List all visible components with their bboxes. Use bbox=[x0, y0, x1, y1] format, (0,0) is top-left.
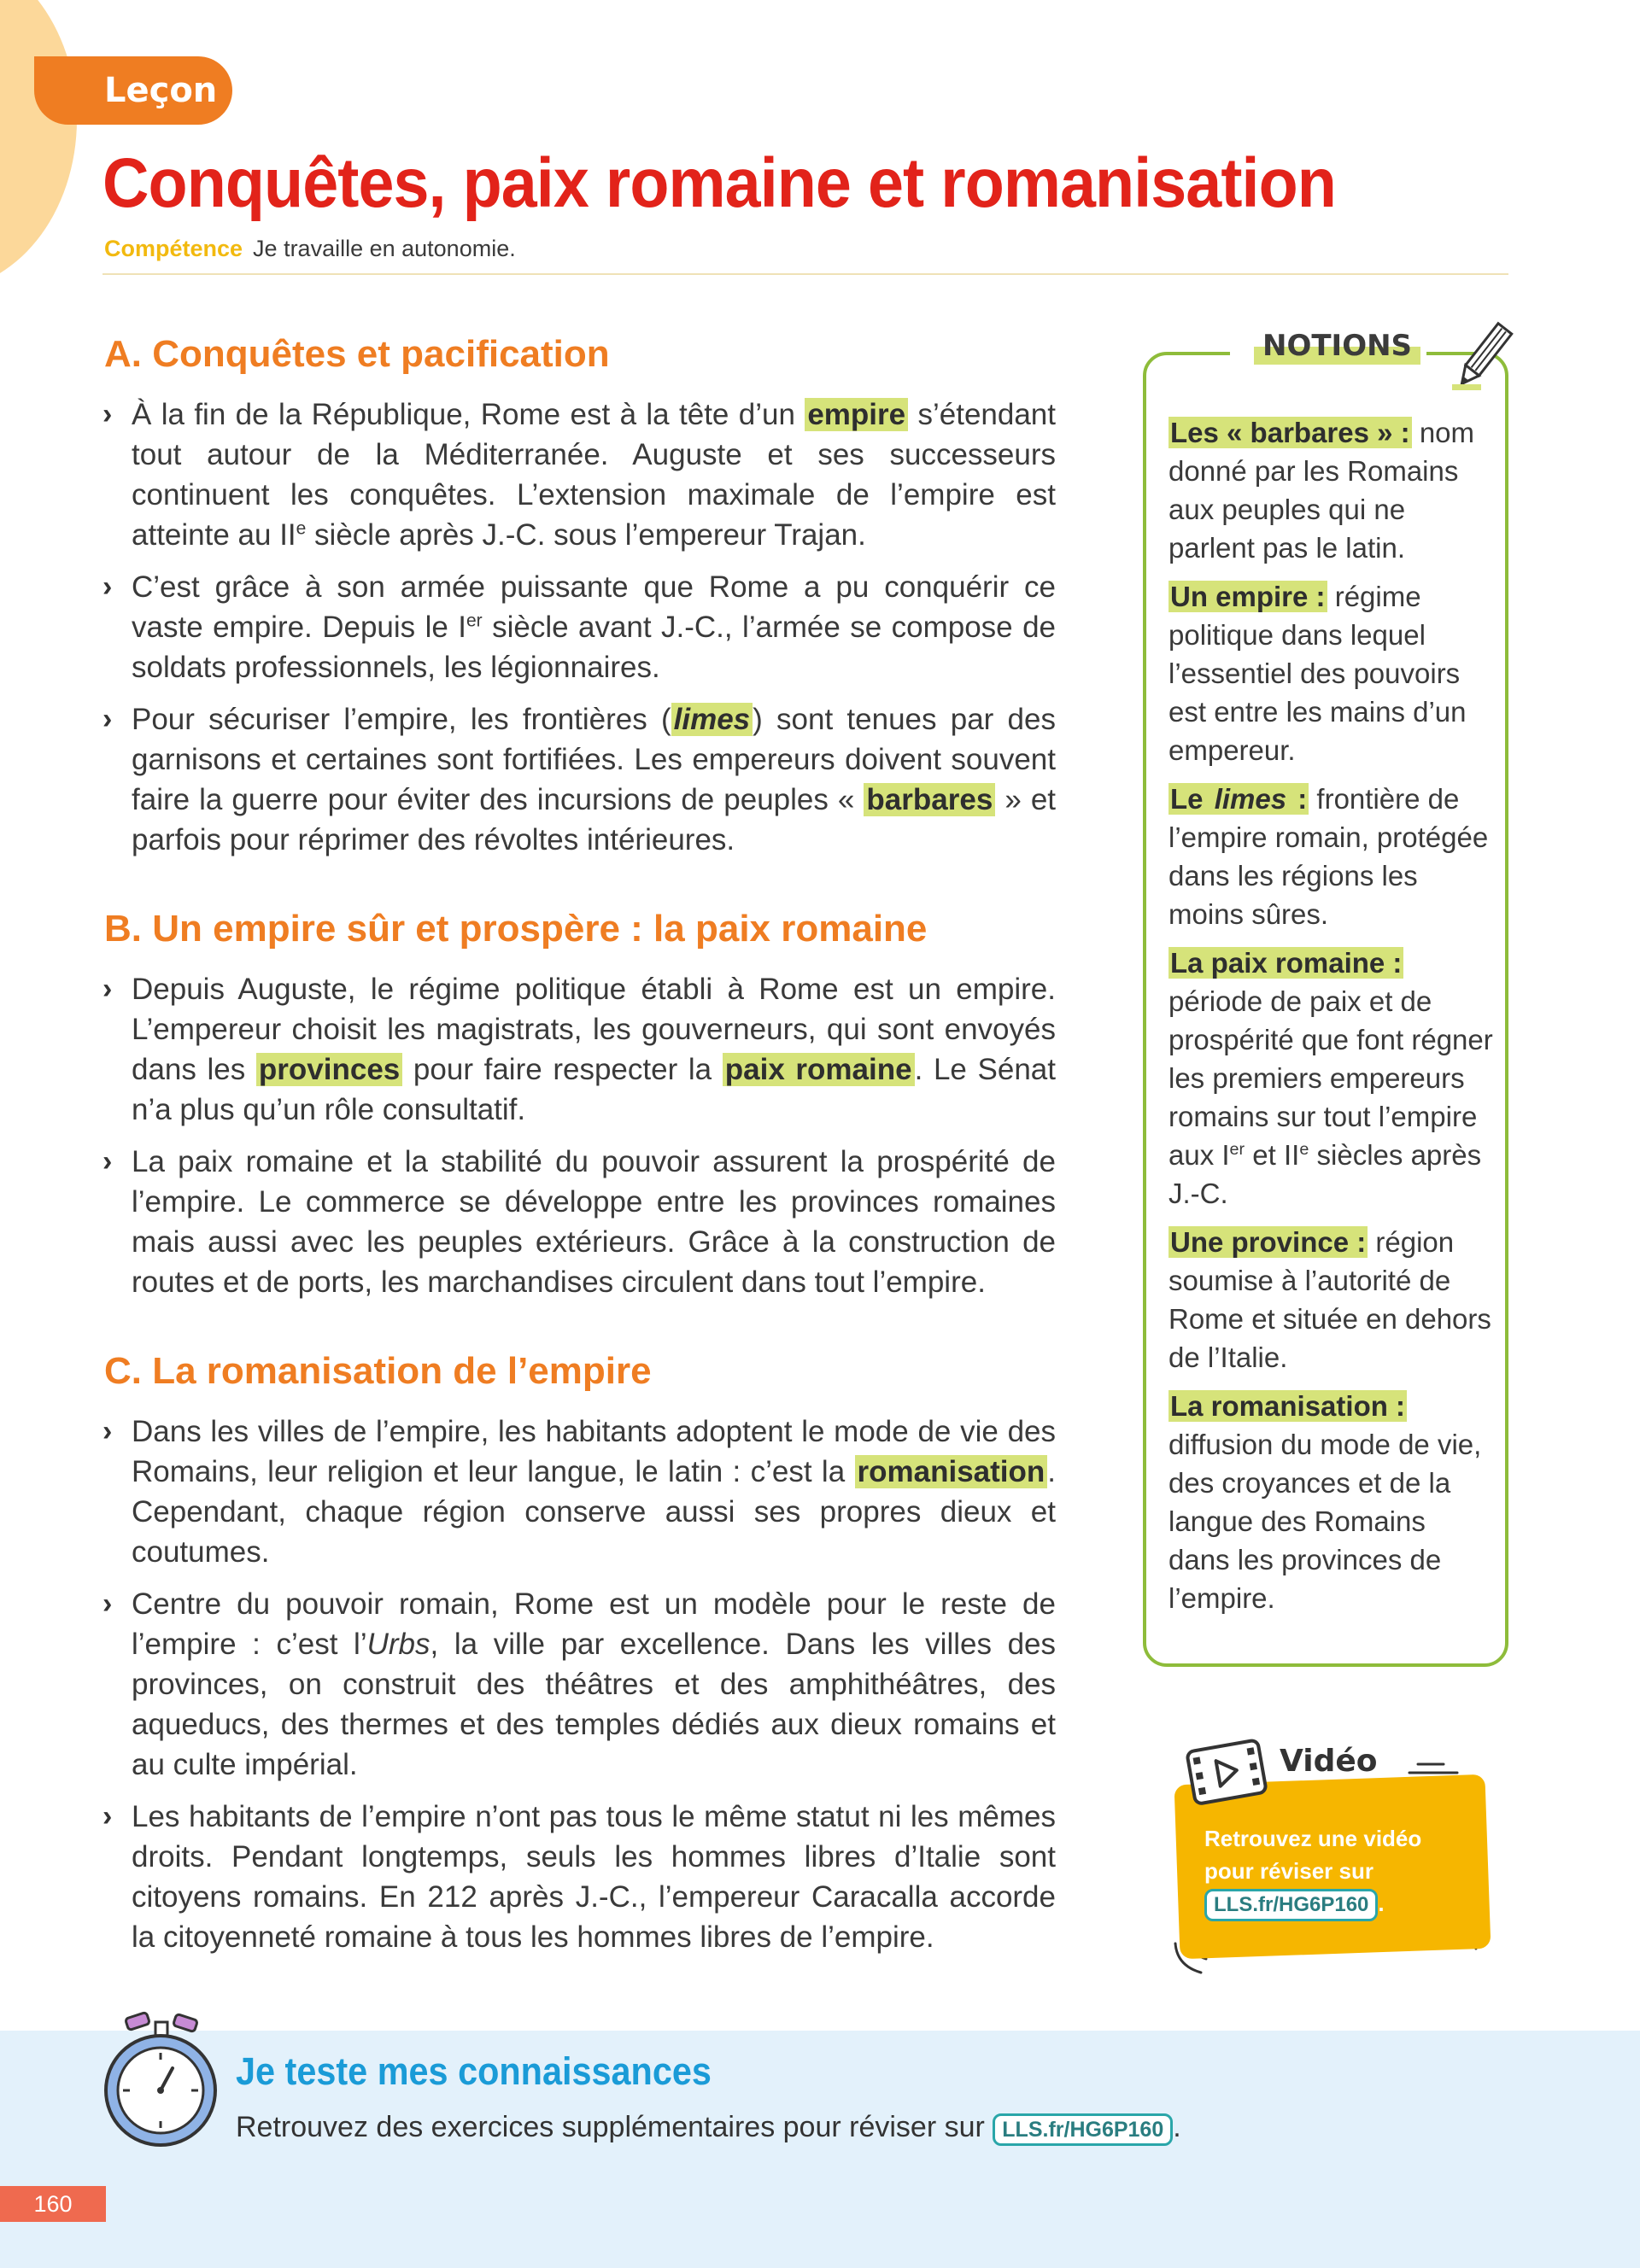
highlighted-term: empire bbox=[805, 398, 908, 431]
text-run: e bbox=[1299, 1140, 1309, 1159]
notions-title: NOTIONS bbox=[1254, 327, 1420, 365]
highlighted-term: barbares bbox=[864, 783, 995, 816]
text-run: er bbox=[1229, 1140, 1245, 1159]
section-paragraph bbox=[102, 969, 1056, 1130]
text-run: Les habitants de l’empire n’ont pas tous le même statut ni les mêmes droits. Pendant longtemps, seuls les hommes libres d’Italie sont citoyens romains. En 212 après J.-C., l’empereur Caracalla accorde la citoyenneté romaine à tous les hommes libres de l’empire. bbox=[132, 1800, 1056, 1954]
competence-label: Compétence bbox=[104, 236, 243, 261]
test-link[interactable]: LLS.fr/HG6P160 bbox=[993, 2113, 1173, 2146]
text-run: Urbs bbox=[366, 1628, 430, 1661]
video-link[interactable]: LLS.fr/HG6P160 bbox=[1204, 1889, 1378, 1921]
pencil-icon bbox=[1452, 314, 1514, 400]
notion-term: La romanisation : bbox=[1170, 1390, 1406, 1422]
text-run: er bbox=[466, 611, 483, 631]
notion-term: limes bbox=[1214, 783, 1287, 815]
chevron-right-icon: › bbox=[102, 703, 113, 735]
video-label: Vidéo bbox=[1280, 1744, 1378, 1779]
section-gap bbox=[102, 1314, 1056, 1350]
text-run: période de paix et de prospérité que font régner les premiers empereurs romains sur tout l’empire aux I bbox=[1168, 985, 1493, 1171]
test-description: Retrouvez des exercices supplémentaires pour réviser sur bbox=[236, 2111, 985, 2143]
chevron-right-icon: › bbox=[102, 398, 113, 430]
section-paragraph bbox=[102, 567, 1056, 687]
section-gap bbox=[102, 872, 1056, 908]
page-title: Conquêtes, paix romaine et romanisation bbox=[102, 144, 1336, 222]
highlighted-term: limes bbox=[671, 703, 753, 736]
section-paragraph bbox=[102, 1797, 1056, 1957]
text-run: nom donné par les Romains aux peuples qui ne parlent pas le latin. bbox=[1168, 417, 1475, 564]
chevron-right-icon: › bbox=[102, 570, 113, 603]
notion-term: Une province : bbox=[1170, 1226, 1367, 1258]
chevron-right-icon: › bbox=[102, 973, 113, 1005]
notion-term: : bbox=[1290, 783, 1308, 815]
highlighted-term: provinces bbox=[256, 1053, 402, 1086]
text-run: La paix romaine et la stabilité du pouvoir assurent la prospérité de l’empire. Le commerce se développe entre les provinces romaines mais aussi avec les peuples extérieurs. Grâce à la construction de routes et de ports, les marchandises circulent dans tout l’empire. bbox=[132, 1145, 1056, 1299]
text-run: . Cependant, chaque région conserve aussi ses propres dieux et coutumes. bbox=[132, 1455, 1056, 1569]
text-run: siècles après J.-C. bbox=[1168, 1139, 1482, 1209]
main-content bbox=[102, 333, 1056, 1969]
competence-line bbox=[104, 236, 516, 262]
notion-term: Un empire : bbox=[1170, 581, 1326, 612]
notion-term: Le bbox=[1170, 783, 1211, 815]
text-run: ) sont tenues par des garnisons et certaines sont fortifiées. Les empereurs doivent souvent faire la guerre pour éviter des incursions de peuples « bbox=[132, 703, 1056, 816]
section-title: A. Conquêtes et pacification bbox=[104, 333, 610, 375]
text-run: frontière de l’empire romain, protégée dans les régions les moins sûres. bbox=[1168, 783, 1489, 930]
notion-term: La paix romaine : bbox=[1170, 947, 1403, 979]
chevron-right-icon: › bbox=[102, 1800, 113, 1833]
text-run: et II bbox=[1245, 1139, 1300, 1171]
lesson-tag: Leçon bbox=[34, 56, 232, 125]
chevron-right-icon: › bbox=[102, 1587, 113, 1620]
section-paragraph bbox=[102, 1142, 1056, 1302]
text-run: C’est grâce à son armée puissante que Rome a pu conquérir ce vaste empire. Depuis le I bbox=[132, 570, 1056, 644]
text-run: e bbox=[296, 518, 307, 539]
text-run: Pour sécuriser l’empire, les frontières ( bbox=[132, 703, 671, 736]
text-run: À la fin de la République, Rome est à la tête d’un bbox=[132, 398, 805, 431]
video-link-suffix: . bbox=[1378, 1891, 1385, 1916]
page-number: 160 bbox=[0, 2186, 106, 2222]
test-title: Je teste mes connaissances bbox=[236, 2049, 712, 2093]
video-text bbox=[1204, 1822, 1461, 1921]
text-run: diffusion du mode de vie, des croyances et de la langue des Romains dans les provinces de l’empire. bbox=[1168, 1429, 1482, 1614]
test-text bbox=[236, 2111, 1181, 2146]
text-run: Dans les villes de l’empire, les habitants adoptent le mode de vie des Romains, leur religion et leur langue, le latin : c’est la bbox=[132, 1415, 1056, 1488]
notions-list bbox=[1168, 413, 1493, 1628]
highlighted-term: paix romaine bbox=[723, 1053, 915, 1086]
text-run: , la ville par excellence. Dans les villes des provinces, on construit des théâtres et des amphithéâtres, des aqueducs, des thermes et des temples dédiés aux dieux romains et au culte impérial. bbox=[132, 1628, 1056, 1781]
notion-item bbox=[1168, 1223, 1493, 1377]
section-paragraph bbox=[102, 395, 1056, 555]
video-description: Retrouvez une vidéo pour réviser sur bbox=[1204, 1826, 1422, 1884]
section-title: C. La romanisation de l’empire bbox=[104, 1350, 652, 1392]
notion-term: Les « barbares » : bbox=[1170, 417, 1410, 448]
competence-text: Je travaille en autonomie. bbox=[253, 236, 516, 261]
chevron-right-icon: › bbox=[102, 1145, 113, 1178]
decorative-circle bbox=[0, 0, 77, 290]
test-link-suffix: . bbox=[1173, 2111, 1181, 2143]
text-run: siècle avant J.-C., l’armée se compose de soldats professionnels, les légionnaires. bbox=[132, 611, 1056, 684]
text-run: Depuis Auguste, le régime politique établi à Rome est un empire. L’empereur choisit les magistrats, les gouverneurs, qui sont envoyés dans les bbox=[132, 973, 1056, 1086]
notion-item bbox=[1168, 780, 1493, 933]
text-run: » et parfois pour réprimer des révoltes intérieures. bbox=[132, 783, 1057, 856]
highlighted-term: romanisation bbox=[855, 1455, 1048, 1488]
notion-item bbox=[1168, 1387, 1493, 1617]
text-run: s’étendant tout autour de la Méditerranée. Auguste et ses successeurs continuent les conquêtes. L’extension maximale de l’empire est atteinte au II bbox=[132, 398, 1056, 552]
notion-item bbox=[1168, 577, 1493, 769]
text-run: régime politique dans lequel l’essentiel des pouvoirs est entre les mains d’un empereur. bbox=[1168, 581, 1467, 766]
notion-item bbox=[1168, 413, 1493, 567]
section-paragraph bbox=[102, 699, 1056, 860]
film-icon bbox=[1180, 1733, 1274, 1810]
text-run: . Le Sénat n’a plus qu’un rôle consultatif. bbox=[132, 1053, 1056, 1126]
text-run: siècle après J.-C. sous l’empereur Trajan. bbox=[306, 518, 866, 552]
section-title: B. Un empire sûr et prospère : la paix romaine bbox=[104, 908, 928, 950]
header-divider bbox=[102, 273, 1508, 275]
stopwatch-icon bbox=[101, 2008, 220, 2154]
text-run: région soumise à l’autorité de Rome et située en dehors de l’Italie. bbox=[1168, 1226, 1491, 1373]
chevron-right-icon: › bbox=[102, 1415, 113, 1447]
section-paragraph bbox=[102, 1584, 1056, 1785]
section-paragraph bbox=[102, 1412, 1056, 1572]
text-run: pour faire respecter la bbox=[402, 1053, 723, 1086]
text-run: Centre du pouvoir romain, Rome est un modèle pour le reste de l’empire : c’est l’ bbox=[132, 1587, 1056, 1661]
notion-item bbox=[1168, 944, 1493, 1213]
